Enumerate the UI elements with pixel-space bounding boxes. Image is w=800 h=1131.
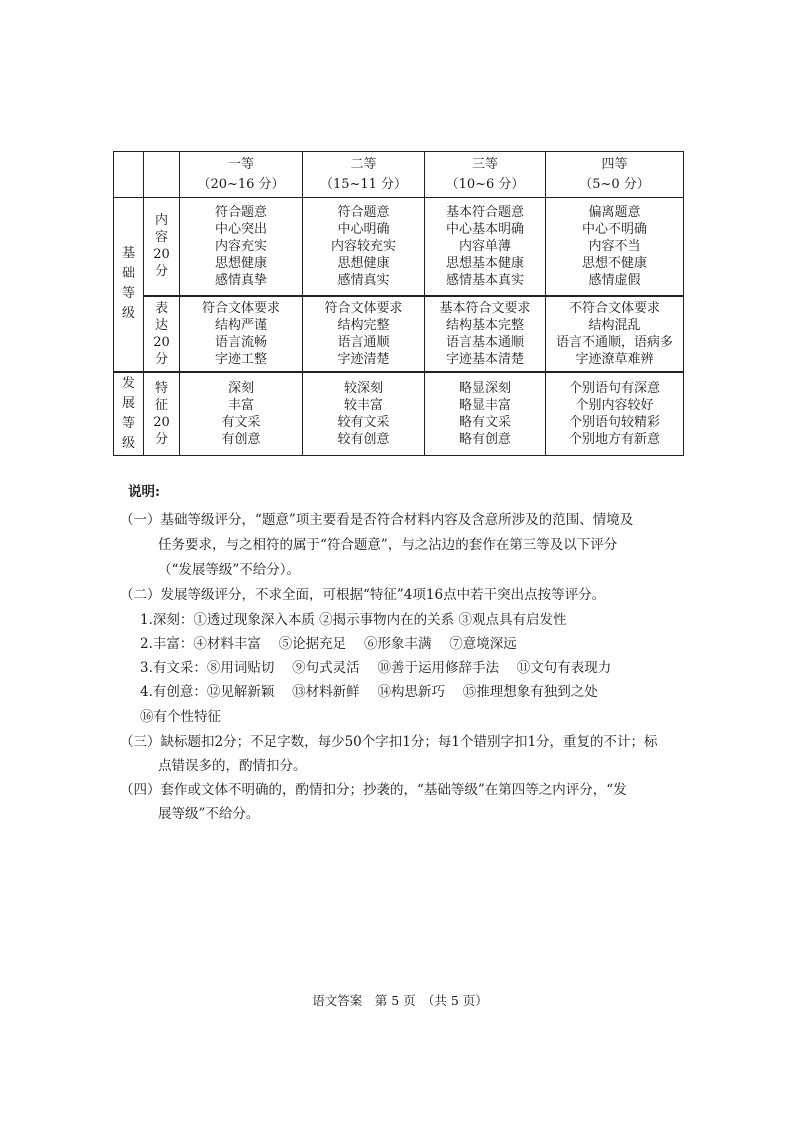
notes-title: 说明: [128, 484, 160, 500]
corner-cell [114, 152, 144, 198]
grade-header [425, 152, 546, 198]
table-cell: 基本符合题意 中心基本明确 内容单薄 思想基本健康 感情基本真实 [425, 198, 546, 296]
grade-name: 三等 [471, 156, 498, 172]
grade-header [546, 152, 684, 198]
note-line: （三）缺标题扣2分；不足字数，每少50个字扣1分；每1个错别字扣1分，重复的不计；标 [120, 734, 658, 750]
table-cell: 偏离题意 中心不明确 内容不当 思想不健康 感情虚假 [546, 198, 684, 296]
sub-label: 表 达 20 分 [144, 296, 180, 372]
note-line: （四）套作或文体不明确的，酌情扣分；抄袭的，“基础等级”在第四等之内评分，“发 [120, 782, 627, 798]
table-cell: 不符合文体要求 结构混乱 语言不通顺，语病多 字迹潦草难辨 [546, 296, 684, 372]
grading-table [113, 151, 684, 456]
table-cell: 略显深刻 略显丰富 略有文采 略有创意 [425, 372, 546, 456]
grade-range: （20~16 分） [197, 176, 285, 192]
table-cell: 符合文体要求 结构完整 语言通顺 字迹清楚 [303, 296, 425, 372]
note-line: 任务要求，与之相符的属于“符合题意”，与之沾边的套作在第三等及以下评分 [158, 537, 618, 553]
note-line: 点错误多的，酌情扣分。 [158, 758, 307, 774]
basic-level-label: 基 础 等 级 [114, 198, 144, 372]
table-row [114, 372, 684, 456]
grade-header [303, 152, 425, 198]
table-cell: 符合题意 中心突出 内容充实 思想健康 感情真挚 [180, 198, 303, 296]
note-line: 展等级”不给分。 [158, 806, 260, 822]
note-line: （“发展等级”不给分）。 [158, 562, 301, 578]
note-line: 1.深刻：①透过现象深入本质 ②揭示事物内在的关系 ③观点具有启发性 [140, 612, 567, 628]
table-cell: 深刻 丰富 有文采 有创意 [180, 372, 303, 456]
note-line: 4.有创意：⑫见解新颖 ⑬材料新鲜 ⑭构思新巧 ⑮推理想象有独到之处 [140, 684, 598, 700]
sub-label: 内 容 20 分 [144, 198, 180, 296]
table-cell: 个别语句有深意 个别内容较好 个别语句较精彩 个别地方有新意 [546, 372, 684, 456]
page-footer: 语文答案 第 5 页 （共 5 页） [312, 993, 488, 1008]
grade-name: 四等 [601, 156, 628, 172]
note-line: ⑯有个性特征 [140, 709, 221, 725]
grade-name: 一等 [227, 156, 254, 172]
table-cell: 符合文体要求 结构严谨 语言流畅 字迹工整 [180, 296, 303, 372]
table-cell: 符合题意 中心明确 内容较充实 思想健康 感情真实 [303, 198, 425, 296]
grade-range: （10~6 分） [445, 176, 525, 192]
note-line: 3.有文采：⑧用词贴切 ⑨句式灵活 ⑩善于运用修辞手法 ⑪文句有表现力 [140, 660, 612, 676]
note-line: 2.丰富：④材料丰富 ⑤论据充足 ⑥形象丰满 ⑦意境深远 [140, 636, 517, 652]
sub-label: 特 征 20 分 [144, 372, 180, 456]
grade-range: （15~11 分） [319, 176, 408, 192]
table-header-row [114, 152, 684, 198]
table-row [114, 296, 684, 372]
corner-cell [144, 152, 180, 198]
table-cell: 基本符合文要求 结构基本完整 语言基本通顺 字迹基本清楚 [425, 296, 546, 372]
grade-header [180, 152, 303, 198]
table-cell: 较深刻 较丰富 较有文采 较有创意 [303, 372, 425, 456]
note-line: （一）基础等级评分，“题意”项主要看是否符合材料内容及含意所涉及的范围、情境及 [120, 512, 634, 528]
table-row [114, 198, 684, 296]
note-line: （二）发展等级评分，不求全面，可根据“特征”4项16点中若干突出点按等评分。 [120, 587, 606, 603]
grade-name: 二等 [350, 156, 377, 172]
development-level-label: 发 展 等 级 [114, 372, 144, 456]
grade-range: （5~0 分） [579, 176, 650, 192]
